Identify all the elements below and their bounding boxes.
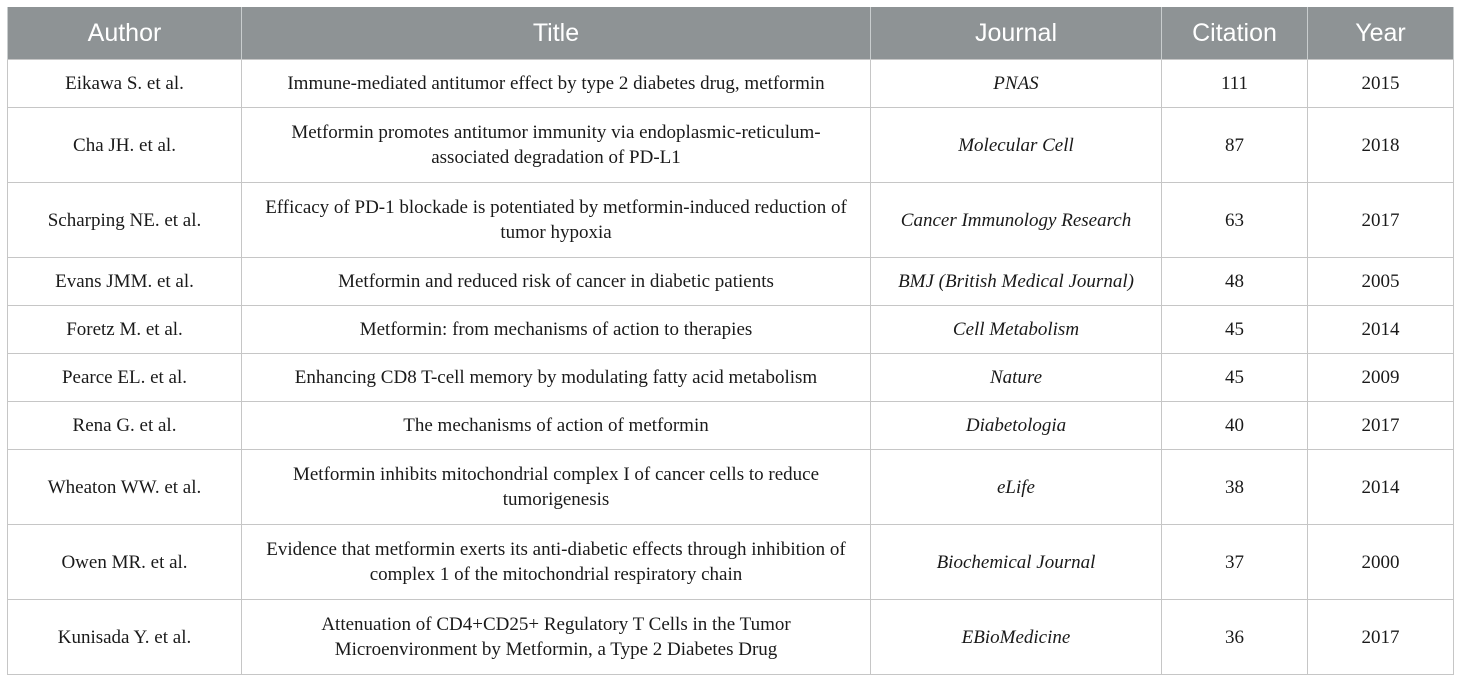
cell-journal: Cancer Immunology Research bbox=[871, 183, 1162, 258]
table-row bbox=[8, 258, 1454, 306]
cell-year: 2015 bbox=[1308, 60, 1454, 108]
cell-year: 2017 bbox=[1308, 402, 1454, 450]
header-row bbox=[8, 7, 1454, 60]
header-citation: Citation bbox=[1162, 7, 1308, 60]
table-row bbox=[8, 525, 1454, 600]
cell-title: The mechanisms of action of metformin bbox=[242, 402, 871, 450]
cell-title: Metformin: from mechanisms of action to therapies bbox=[242, 306, 871, 354]
cell-citation: 111 bbox=[1162, 60, 1308, 108]
table-row bbox=[8, 450, 1454, 525]
cell-journal: PNAS bbox=[871, 60, 1162, 108]
cell-title: Attenuation of CD4+CD25+ Regulatory T Cells in the Tumor Microenvironment by Metformin, a Type 2 Diabetes Drug bbox=[242, 600, 871, 675]
cell-author: Eikawa S. et al. bbox=[8, 60, 242, 108]
cell-author: Rena G. et al. bbox=[8, 402, 242, 450]
cell-citation: 87 bbox=[1162, 108, 1308, 183]
cell-author: Evans JMM. et al. bbox=[8, 258, 242, 306]
header-journal: Journal bbox=[871, 7, 1162, 60]
cell-author: Pearce EL. et al. bbox=[8, 354, 242, 402]
cell-year: 2009 bbox=[1308, 354, 1454, 402]
cell-title: Metformin inhibits mitochondrial complex I of cancer cells to reduce tumorigenesis bbox=[242, 450, 871, 525]
citation-table bbox=[7, 7, 1454, 675]
cell-title: Metformin and reduced risk of cancer in diabetic patients bbox=[242, 258, 871, 306]
table-row bbox=[8, 108, 1454, 183]
cell-journal: eLife bbox=[871, 450, 1162, 525]
table-row bbox=[8, 183, 1454, 258]
cell-year: 2005 bbox=[1308, 258, 1454, 306]
header-title: Title bbox=[242, 7, 871, 60]
cell-citation: 45 bbox=[1162, 354, 1308, 402]
cell-citation: 40 bbox=[1162, 402, 1308, 450]
cell-year: 2014 bbox=[1308, 306, 1454, 354]
cell-author: Wheaton WW. et al. bbox=[8, 450, 242, 525]
cell-author: Cha JH. et al. bbox=[8, 108, 242, 183]
cell-author: Kunisada Y. et al. bbox=[8, 600, 242, 675]
table-row bbox=[8, 60, 1454, 108]
citation-table-container bbox=[7, 7, 1453, 675]
table-row bbox=[8, 306, 1454, 354]
cell-title: Immune-mediated antitumor effect by type 2 diabetes drug, metformin bbox=[242, 60, 871, 108]
cell-journal: Molecular Cell bbox=[871, 108, 1162, 183]
table-row bbox=[8, 402, 1454, 450]
cell-author: Foretz M. et al. bbox=[8, 306, 242, 354]
table-row bbox=[8, 354, 1454, 402]
cell-author: Owen MR. et al. bbox=[8, 525, 242, 600]
cell-title: Evidence that metformin exerts its anti-diabetic effects through inhibition of complex 1 of the mitochondrial respiratory chain bbox=[242, 525, 871, 600]
cell-title: Efficacy of PD-1 blockade is potentiated by metformin-induced reduction of tumor hypoxia bbox=[242, 183, 871, 258]
cell-year: 2018 bbox=[1308, 108, 1454, 183]
cell-journal: BMJ (British Medical Journal) bbox=[871, 258, 1162, 306]
cell-journal: EBioMedicine bbox=[871, 600, 1162, 675]
cell-year: 2017 bbox=[1308, 183, 1454, 258]
table-row bbox=[8, 600, 1454, 675]
cell-title: Enhancing CD8 T-cell memory by modulating fatty acid metabolism bbox=[242, 354, 871, 402]
cell-author: Scharping NE. et al. bbox=[8, 183, 242, 258]
cell-journal: Diabetologia bbox=[871, 402, 1162, 450]
cell-journal: Cell Metabolism bbox=[871, 306, 1162, 354]
cell-journal: Nature bbox=[871, 354, 1162, 402]
cell-citation: 37 bbox=[1162, 525, 1308, 600]
cell-citation: 38 bbox=[1162, 450, 1308, 525]
cell-title: Metformin promotes antitumor immunity via endoplasmic-reticulum-associated degradation of PD-L1 bbox=[242, 108, 871, 183]
cell-citation: 48 bbox=[1162, 258, 1308, 306]
table-header bbox=[8, 7, 1454, 60]
cell-citation: 63 bbox=[1162, 183, 1308, 258]
cell-citation: 45 bbox=[1162, 306, 1308, 354]
table-body bbox=[8, 60, 1454, 675]
cell-citation: 36 bbox=[1162, 600, 1308, 675]
cell-year: 2017 bbox=[1308, 600, 1454, 675]
header-author: Author bbox=[8, 7, 242, 60]
header-year: Year bbox=[1308, 7, 1454, 60]
cell-year: 2000 bbox=[1308, 525, 1454, 600]
cell-year: 2014 bbox=[1308, 450, 1454, 525]
cell-journal: Biochemical Journal bbox=[871, 525, 1162, 600]
